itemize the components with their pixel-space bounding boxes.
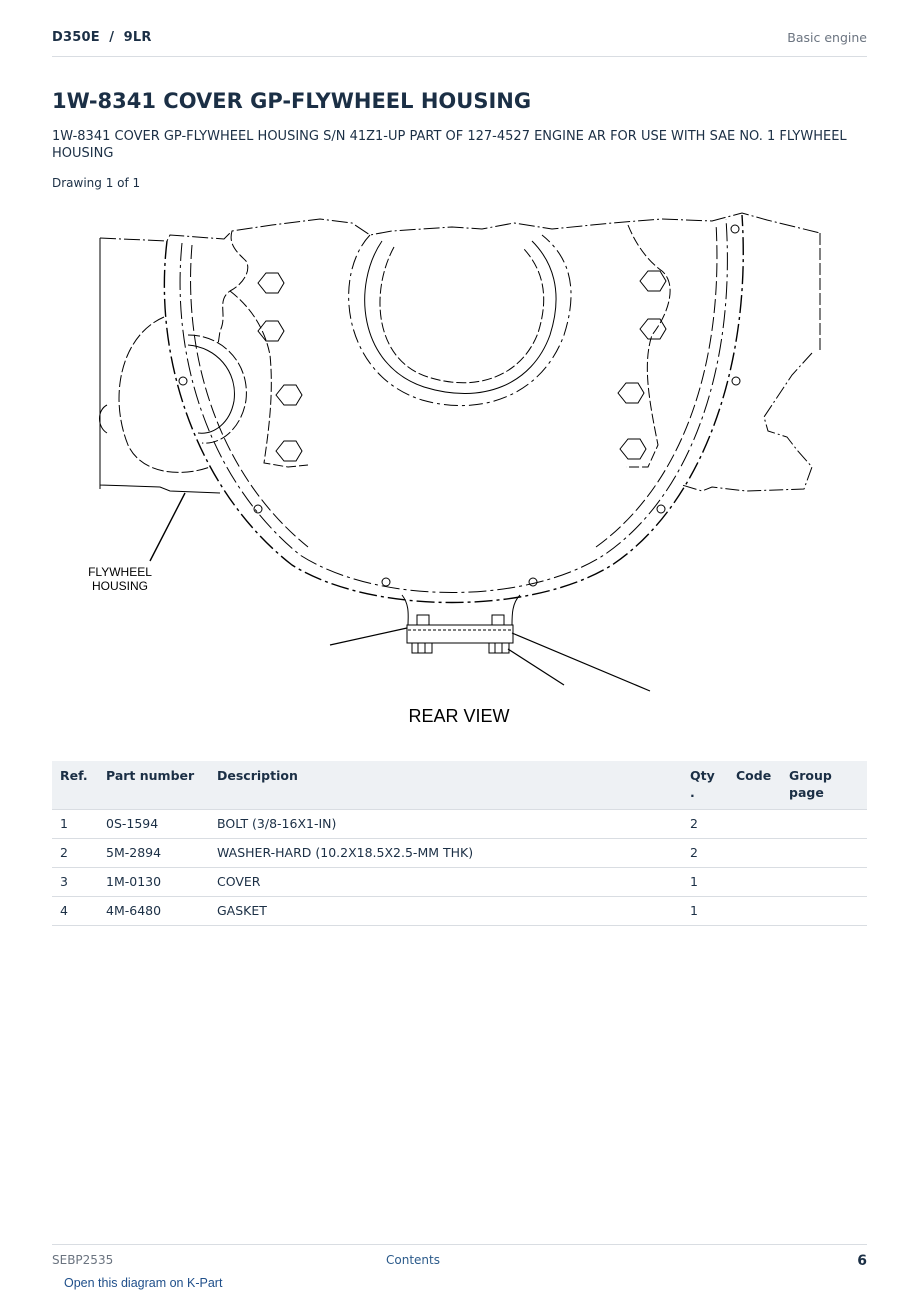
cell-ref: 1 bbox=[52, 810, 98, 839]
cell-code bbox=[728, 897, 781, 926]
table-row bbox=[52, 868, 867, 897]
view-caption: REAR VIEW bbox=[408, 706, 510, 726]
col-part-number: Part number bbox=[98, 761, 209, 810]
page-footer bbox=[52, 1244, 867, 1275]
table-row bbox=[52, 810, 867, 839]
contents-link[interactable]: Contents bbox=[386, 1253, 440, 1267]
table-row bbox=[52, 897, 867, 926]
col-qty: Qty . bbox=[682, 761, 728, 810]
cell-qty: 1 bbox=[682, 868, 728, 897]
cell-description: GASKET bbox=[209, 897, 682, 926]
page-number: 6 bbox=[857, 1253, 867, 1269]
cell-group-page bbox=[781, 810, 867, 839]
model-label: D350E / 9LR bbox=[52, 30, 152, 45]
document-id: SEBP2535 bbox=[52, 1253, 114, 1267]
col-group-page: Group page bbox=[781, 761, 867, 810]
cell-ref: 3 bbox=[52, 868, 98, 897]
cell-code bbox=[728, 868, 781, 897]
col-ref: Ref. bbox=[52, 761, 98, 810]
cell-group-page bbox=[781, 897, 867, 926]
page-header bbox=[52, 28, 867, 57]
kpart-diagram-link[interactable]: Open this diagram on K-Part bbox=[64, 1276, 223, 1290]
cell-part-number: 0S-1594 bbox=[98, 810, 209, 839]
flywheel-housing-label-line2: HOUSING bbox=[91, 579, 149, 593]
parts-diagram bbox=[52, 205, 867, 735]
cell-part-number: 1M-0130 bbox=[98, 868, 209, 897]
drawing-count: Drawing 1 of 1 bbox=[52, 176, 141, 190]
cell-description: WASHER-HARD (10.2X18.5X2.5-MM THK) bbox=[209, 839, 682, 868]
col-code: Code bbox=[728, 761, 781, 810]
cell-code bbox=[728, 810, 781, 839]
cell-part-number: 4M-6480 bbox=[98, 897, 209, 926]
table-row bbox=[52, 839, 867, 868]
cell-ref: 4 bbox=[52, 897, 98, 926]
page-title: 1W-8341 COVER GP-FLYWHEEL HOUSING bbox=[52, 89, 532, 113]
section-label: Basic engine bbox=[787, 30, 867, 45]
cell-group-page bbox=[781, 868, 867, 897]
cell-description: BOLT (3/8-16X1-IN) bbox=[209, 810, 682, 839]
cell-qty: 2 bbox=[682, 810, 728, 839]
page-subtitle: 1W-8341 COVER GP-FLYWHEEL HOUSING S/N 41Z1-UP PART OF 127-4527 ENGINE AR FOR USE WITH SAE NO. 1 FLYWHEEL HOUSING bbox=[52, 129, 847, 161]
cell-group-page bbox=[781, 839, 867, 868]
table-header-row bbox=[52, 761, 867, 810]
cell-code bbox=[728, 839, 781, 868]
cell-qty: 1 bbox=[682, 897, 728, 926]
cell-part-number: 5M-2894 bbox=[98, 839, 209, 868]
col-description: Description bbox=[209, 761, 682, 810]
cell-qty: 2 bbox=[682, 839, 728, 868]
flywheel-housing-drawing bbox=[52, 205, 867, 735]
parts-table bbox=[52, 761, 867, 926]
flywheel-housing-label-line1: FLYWHEEL bbox=[88, 565, 152, 579]
cell-ref: 2 bbox=[52, 839, 98, 868]
cell-description: COVER bbox=[209, 868, 682, 897]
